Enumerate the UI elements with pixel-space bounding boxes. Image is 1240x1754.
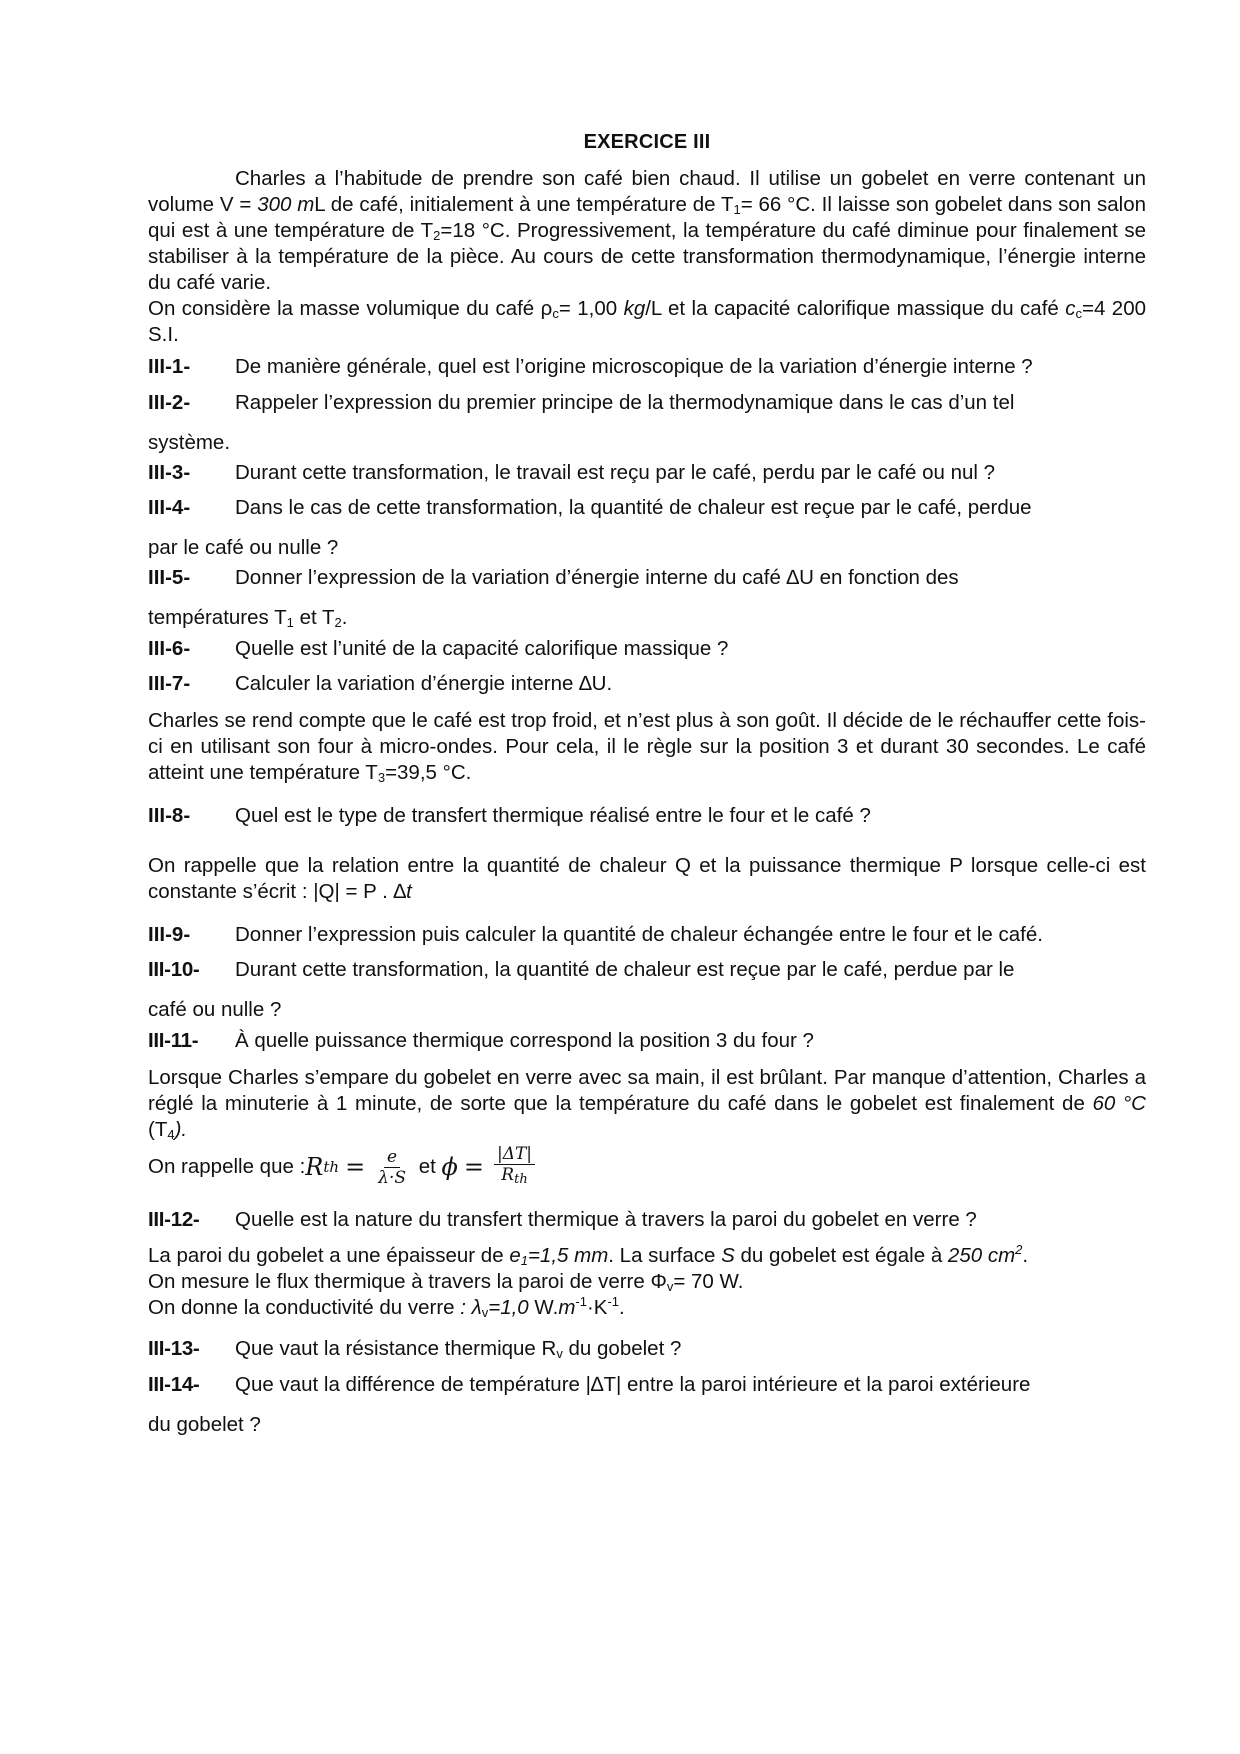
wall-line-2: On mesure le flux thermique à travers la paroi de verre $\Phi_v= 70$ W. (148, 1270, 744, 1294)
question-iii-13: III-13- Que vaut la résistance thermique $R_v$ du gobelet ? (148, 1337, 682, 1361)
page-title: EXERCICE III (583, 131, 711, 153)
fraction-rth: $\frac{e}{\lambda\cdot S}$ (378, 1146, 406, 1188)
question-iii-3: III-3- Durant cette transformation, le travail est reçu par le café, perdu par le café ou nul ? (148, 461, 996, 484)
question-iii-12: III-12- Quelle est la nature du transfert thermique à travers la paroi du gobelet en verre ? (148, 1208, 977, 1231)
phi-symbol: ϕ (441, 1153, 458, 1181)
relation-paragraph: On rappelle que la relation entre la quantité de chaleur Q et la puissance thermique P lorsque celle-ci est constante s’écrit : |Q| = P . ∆t (148, 854, 1146, 903)
question-iii-7: III-7- Calculer la variation d’énergie interne ∆U. (148, 672, 613, 695)
fraction-phi: $\frac{|\Delta T|}{\text{Rth}}$ (494, 1144, 535, 1190)
question-iii-9: III-9- Donner l’expression puis calculer la quantité de chaleur échangée entre le four et le café. (148, 923, 1043, 946)
question-iii-4: III-4- Dans le cas de cette transformation, la quantité de chaleur est reçue par le café, perdue par le café ou nulle ? (148, 496, 1032, 559)
question-iii-2: III-2- Rappeler l’expression du premier principe de la thermodynamique dans le cas d’un tel système. (148, 391, 1015, 454)
rth-symbol: R (305, 1153, 324, 1181)
microwave-paragraph: Charles se rend compte que le café est trop froid, et n’est plus à son goût. Il décide de le réchauffer cette fois-ci en utilisant son four à micro-ondes. Pour cela, il le règle sur la position 3 et durant 30 secondes. Le café atteint une température $T_3=39,5$ °C. (148, 709, 1146, 785)
formula-line: On rappelle que : R th = $\frac{e}{\lambda\cdot S}$ et ϕ = $\frac{|\Delta T|}{\text{Rth}}$ (148, 1140, 1146, 1194)
question-iii-1: III-1- De manière générale, quel est l’origine microscopique de la variation d’énergie interne ? (148, 355, 1033, 378)
question-iii-8: III-8- Quel est le type de transfert thermique réalisé entre le four et le café ? (148, 804, 871, 827)
wall-line-1: La paroi du gobelet a une épaisseur de $e_1=1,5$ mm. La surface S du gobelet est égale à 250 $cm^2$. (148, 1242, 1029, 1268)
question-iii-6: III-6- Quelle est l’unité de la capacité calorifique massique ? (148, 637, 729, 660)
intro-paragraph: Charles a l’habitude de prendre son café bien chaud. Il utilise un gobelet en verre contenant un volume V = 300 mL de café, initialement à une température de $T_1= 66$ °C. Il laisse son gobelet dans son salon qui est à une température de $T_2=18$ °C. Progressivement, la température du café diminue pour finalement se stabiliser à la température de la pièce. Au cours de cette transformation thermodynamique, l’énergie interne du café varie. (148, 167, 1147, 294)
wall-line-3: On donne la conductivité du verre : $\lambda_v=1,0$ $W.m^{-1}\cdot K^{-1}$. (148, 1294, 625, 1320)
question-iii-5: III-5- Donner l’expression de la variation d’énergie interne du café ∆U en fonction des températures $T_1$ et $T_2$. (148, 566, 959, 630)
question-iii-10: III-10- Durant cette transformation, la quantité de chaleur est reçue par le café, perdue par le café ou nulle ? (148, 958, 1015, 1021)
question-iii-14: III-14- Que vaut la différence de température |∆T| entre la paroi intérieure et la paroi extérieure du gobelet ? (148, 1373, 1031, 1436)
intro-data-paragraph: On considère la masse volumique du café $\rho_c= 1,00$ kg/L et la capacité calorifique massique du café $c_c=4$ 200 S.I. (148, 297, 1147, 346)
question-iii-11: III-11- À quelle puissance thermique correspond la position 3 du four ? (148, 1029, 814, 1052)
wall-paragraph (148, 1243, 1146, 1321)
glass-paragraph: Lorsque Charles s’empare du gobelet en verre avec sa main, il est brûlant. Par manque d’attention, Charles a réglé la minuterie à 1 minute, de sorte que la température du café dans le gobelet est finalement de 60 °C $(T_4)$. (148, 1066, 1146, 1142)
